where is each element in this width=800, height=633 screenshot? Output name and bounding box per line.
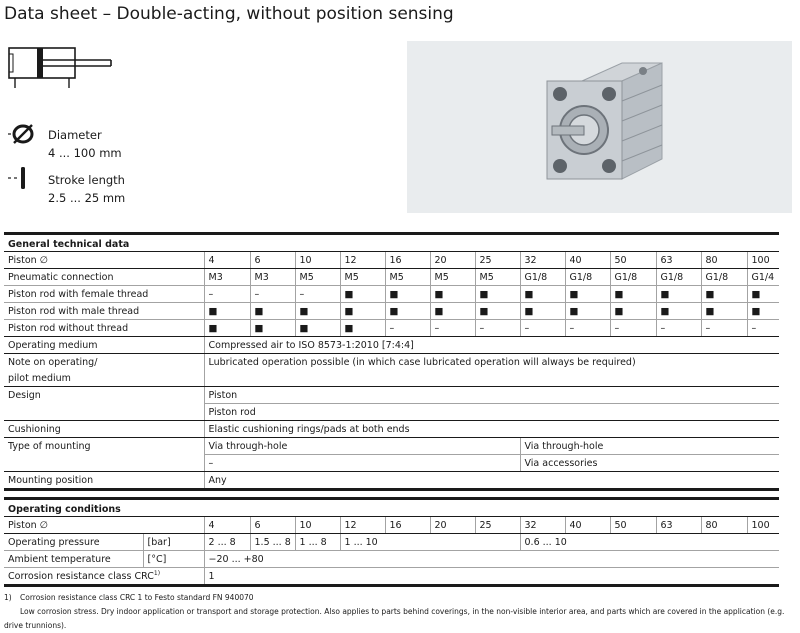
- table-cell: 32: [520, 517, 565, 534]
- table-row: [4, 252, 779, 269]
- table-cell: 1 ... 8: [295, 534, 340, 551]
- table-row: [4, 370, 779, 387]
- table-cell: 100: [747, 517, 779, 534]
- table-cell: 10: [295, 517, 340, 534]
- table-cell: ■: [295, 320, 340, 337]
- table-row: [4, 354, 779, 371]
- table-cell: Piston rod: [204, 404, 779, 421]
- table-cell: M3: [204, 269, 250, 286]
- table-row: [4, 551, 779, 568]
- table-cell: 6: [250, 517, 295, 534]
- table-cell: 50: [610, 252, 656, 269]
- table-cell: M5: [430, 269, 475, 286]
- table-cell: Lubricated operation possible (in which case lubricated operation will always be required): [204, 354, 779, 371]
- table-cell: 63: [656, 252, 701, 269]
- table-cell: Type of mounting: [8, 440, 91, 452]
- table-cell: Cushioning: [4, 421, 204, 438]
- table-cell: ■: [656, 303, 701, 320]
- table-cell: 25: [475, 517, 520, 534]
- table-cell: [bar]: [143, 534, 204, 551]
- table-cell: ■: [520, 286, 565, 303]
- table-cell: ■: [747, 303, 779, 320]
- table-row: [4, 320, 779, 337]
- section-heading: Operating conditions: [4, 499, 779, 517]
- table-cell: –: [656, 320, 701, 337]
- table-cell: ■: [340, 303, 385, 320]
- table-cell: [4, 455, 204, 472]
- table-cell: –: [204, 286, 250, 303]
- diameter-icon: [8, 123, 38, 145]
- table-cell: Note on operating/: [8, 356, 98, 368]
- table-cell: ■: [475, 303, 520, 320]
- table-cell: M3: [250, 269, 295, 286]
- table-cell: –: [701, 320, 747, 337]
- table-row: [4, 438, 779, 455]
- table-cell: Compressed air to ISO 8573-1:2010 [7:4:4]: [204, 337, 779, 354]
- table-cell: –: [475, 320, 520, 337]
- table-cell: G1/4: [747, 269, 779, 286]
- text: Corrosion resistance class CRC 1 to Festo standard FN 940070: [20, 593, 254, 602]
- table-cell: ■: [610, 303, 656, 320]
- table-cell: G1/8: [565, 269, 610, 286]
- stroke-length-value: 2.5 ... 25 mm: [48, 191, 126, 205]
- table-cell: Any: [204, 472, 779, 490]
- table-cell: ■: [701, 286, 747, 303]
- table-cell: [204, 370, 779, 387]
- table-row: [4, 269, 779, 286]
- table-cell: ■: [250, 320, 295, 337]
- table-cell: 16: [385, 517, 430, 534]
- table-cell: ■: [385, 286, 430, 303]
- table-cell: Via through-hole: [520, 438, 779, 455]
- table-cell: 80: [701, 252, 747, 269]
- table-row: [4, 534, 779, 551]
- table-cell: 1.5 ... 8: [250, 534, 295, 551]
- table-cell: M5: [475, 269, 520, 286]
- table-cell: ■: [295, 303, 340, 320]
- diameter-value: 4 ... 100 mm: [48, 146, 122, 160]
- table-cell: 16: [385, 252, 430, 269]
- table-cell: ■: [475, 286, 520, 303]
- table-cell: 40: [565, 252, 610, 269]
- table-cell: 40: [565, 517, 610, 534]
- table-cell: Piston ∅: [4, 517, 204, 534]
- table-cell: [4, 404, 204, 421]
- table-cell: 6: [250, 252, 295, 269]
- table-cell: –: [250, 286, 295, 303]
- table-cell: –: [295, 286, 340, 303]
- table-cell: [°C]: [143, 551, 204, 568]
- table-cell: –: [204, 455, 520, 472]
- table-cell: 2 ... 8: [204, 534, 250, 551]
- cylinder-symbol-icon: [5, 42, 115, 90]
- table-cell: Mounting position: [4, 472, 204, 490]
- table-cell: Ambient temperature: [4, 551, 143, 568]
- table-cell: Pneumatic connection: [4, 269, 204, 286]
- table-cell: 50: [610, 517, 656, 534]
- table-cell: 100: [747, 252, 779, 269]
- table-cell: 20: [430, 252, 475, 269]
- table-cell: pilot medium: [4, 370, 204, 387]
- table-cell: 4: [204, 517, 250, 534]
- product-photo: [407, 41, 792, 213]
- table-cell: ■: [701, 303, 747, 320]
- table-cell: ■: [565, 303, 610, 320]
- table-row: [4, 568, 779, 586]
- table-row: [4, 404, 779, 421]
- table-cell: –: [520, 320, 565, 337]
- table-cell: ■: [340, 286, 385, 303]
- table-cell: Piston rod with male thread: [4, 303, 204, 320]
- text: Low corrosion stress. Dry indoor application or transport and storage protection. Also applies to parts behind coverings, in the non-visible interior area, and parts which are covered in the application (e.g. drive trunnions).: [4, 607, 785, 630]
- table-cell: Design: [8, 389, 41, 401]
- table-cell: 12: [340, 517, 385, 534]
- table-row: [4, 499, 779, 517]
- table-row: [4, 472, 779, 490]
- table-row: [4, 387, 779, 404]
- table-cell: 12: [340, 252, 385, 269]
- table-cell: 80: [701, 517, 747, 534]
- table-cell: Piston ∅: [4, 252, 204, 269]
- table-cell: Via through-hole: [204, 438, 520, 455]
- table-cell: ■: [747, 286, 779, 303]
- table-cell: ■: [520, 303, 565, 320]
- table-row: [4, 303, 779, 320]
- text: 1): [4, 593, 12, 602]
- footnote: [4, 591, 800, 633]
- table-cell: 20: [430, 517, 475, 534]
- table-cell: 4: [204, 252, 250, 269]
- table-cell: Elastic cushioning rings/pads at both ends: [204, 421, 779, 438]
- stroke-length-icon: [8, 165, 38, 191]
- table-cell: ■: [204, 303, 250, 320]
- table-cell: 32: [520, 252, 565, 269]
- text: Corrosion resistance class CRC: [8, 571, 154, 583]
- table-cell: G1/8: [656, 269, 701, 286]
- table-cell: 0.6 ... 10: [520, 534, 779, 551]
- table-cell: –: [385, 320, 430, 337]
- table-cell: 1: [204, 568, 779, 586]
- table-cell: ■: [610, 286, 656, 303]
- operating-conditions-table: [4, 497, 779, 587]
- diameter-label: Diameter: [48, 128, 102, 142]
- table-cell: 63: [656, 517, 701, 534]
- table-cell: –: [610, 320, 656, 337]
- table-cell: ■: [565, 286, 610, 303]
- table-cell: 1 ... 10: [340, 534, 520, 551]
- table-row: [4, 234, 779, 252]
- table-cell: Operating pressure: [4, 534, 143, 551]
- table-cell: −20 ... +80: [204, 551, 779, 568]
- stroke-length-label: Stroke length: [48, 173, 125, 187]
- table-cell: –: [747, 320, 779, 337]
- table-cell: [4, 568, 204, 586]
- general-technical-data-table: [4, 232, 779, 491]
- table-cell: Operating medium: [4, 337, 204, 354]
- table-cell: 25: [475, 252, 520, 269]
- table-cell: –: [430, 320, 475, 337]
- table-cell: M5: [385, 269, 430, 286]
- table-cell: ■: [385, 303, 430, 320]
- table-cell: ■: [430, 286, 475, 303]
- table-cell: ■: [250, 303, 295, 320]
- table-cell: G1/8: [610, 269, 656, 286]
- table-row: [4, 421, 779, 438]
- page-title: Data sheet – Double-acting, without position sensing: [4, 4, 454, 24]
- section-heading: General technical data: [4, 234, 779, 252]
- table-row: [4, 455, 779, 472]
- table-cell: Piston rod with female thread: [4, 286, 204, 303]
- table-cell: ■: [656, 286, 701, 303]
- table-cell: G1/8: [520, 269, 565, 286]
- table-cell: ■: [340, 320, 385, 337]
- table-cell: M5: [295, 269, 340, 286]
- table-cell: ■: [204, 320, 250, 337]
- table-cell: Piston rod without thread: [4, 320, 204, 337]
- table-row: [4, 286, 779, 303]
- text: 1): [153, 569, 161, 577]
- table-cell: 10: [295, 252, 340, 269]
- table-row: [4, 517, 779, 534]
- table-cell: Piston: [204, 387, 779, 404]
- table-cell: –: [565, 320, 610, 337]
- table-cell: M5: [340, 269, 385, 286]
- table-row: [4, 337, 779, 354]
- table-cell: G1/8: [701, 269, 747, 286]
- table-cell: ■: [430, 303, 475, 320]
- table-cell: Via accessories: [520, 455, 779, 472]
